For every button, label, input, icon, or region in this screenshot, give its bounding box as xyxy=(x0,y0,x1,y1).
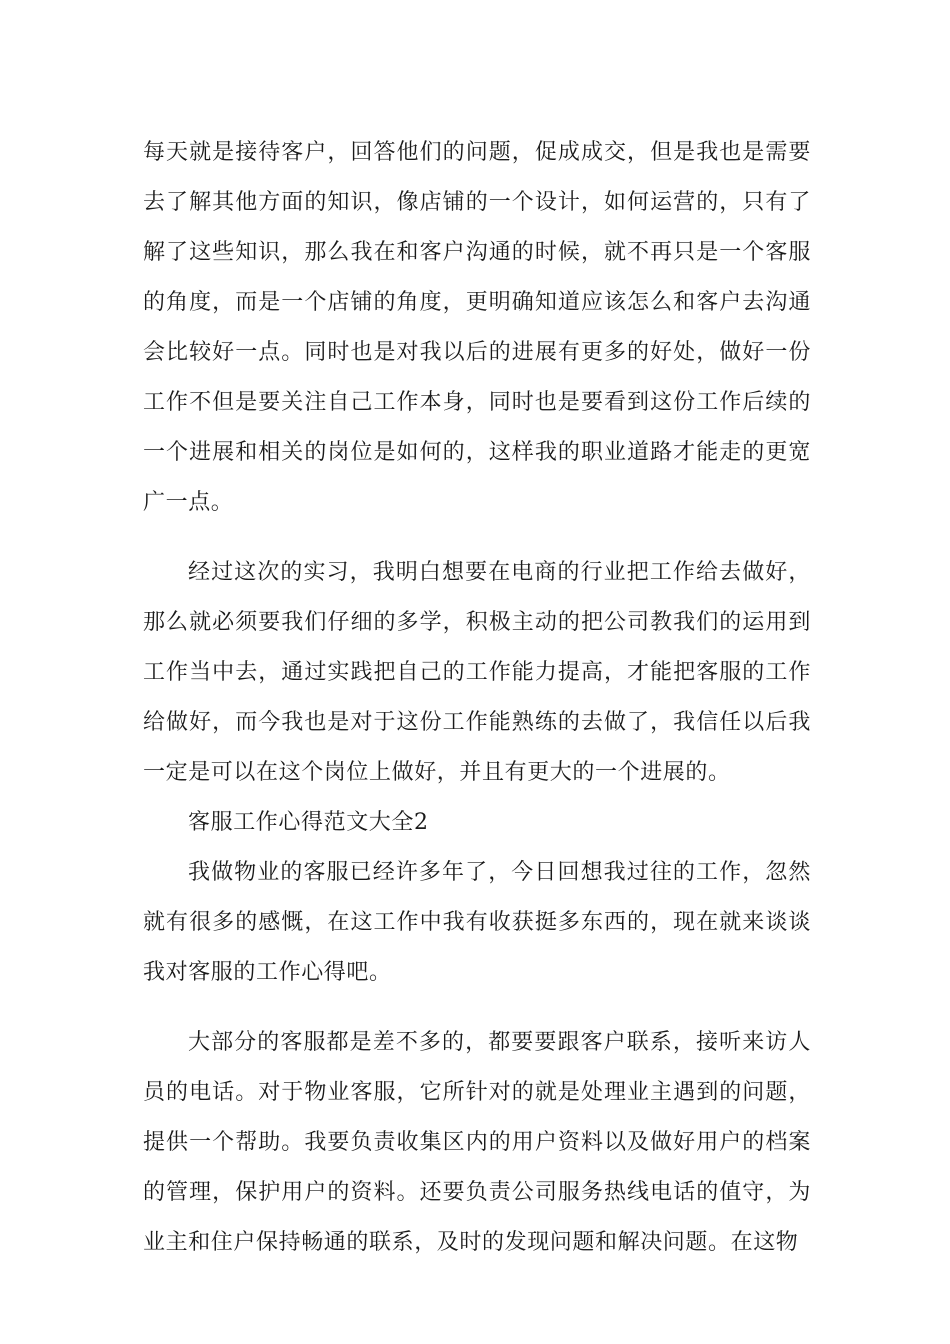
paragraph-internship-summary: 经过这次的实习，我明白想要在电商的行业把工作给去做好，那么就必须要我们仔细的多学，积极主动的把公司教我们的运用到工作当中去，通过实践把自己的工作能力提高，才能把客服的工作给做好，而今我也是对于这份工作能熟练的去做了，我信任以后我一定是可以在这个岗位上做好，并且有更大的一个进展的。 xyxy=(143,560,811,785)
document-body xyxy=(143,128,811,1288)
paragraph-continued: 每天就是接待客户，回答他们的问题，促成成交，但是我也是需要去了解其他方面的知识，像店铺的一个设计，如何运营的，只有了解了这些知识，那么我在和客户沟通的时候，就不再只是一个客服的角度，而是一个店铺的角度，更明确知道应该怎么和客户去沟通会比较好一点。同时也是对我以后的进展有更多的好处，做好一份工作不但是要关注自己工作本身，同时也是要看到这份工作后续的一个进展和相关的岗位是如何的，这样我的职业道路才能走的更宽广一点。 xyxy=(143,140,811,515)
paragraph-intro: 我做物业的客服已经许多年了，今日回想我过往的工作，忽然就有很多的感慨，在这工作中我有收获挺多东西的，现在就来谈谈我对客服的工作心得吧。 xyxy=(143,860,811,985)
paragraph-duties: 大部分的客服都是差不多的，都要要跟客户联系，接听来访人员的电话。对于物业客服，它所针对的就是处理业主遇到的问题，提供一个帮助。我要负责收集区内的用户资料以及做好用户的档案的管理，保护用户的资料。还要负责公司服务热线电话的值守，为业主和住户保持畅通的联系，及时的发现问题和解决问题。在这物 xyxy=(143,1030,811,1255)
section-heading: 客服工作心得范文大全2 xyxy=(188,810,429,835)
